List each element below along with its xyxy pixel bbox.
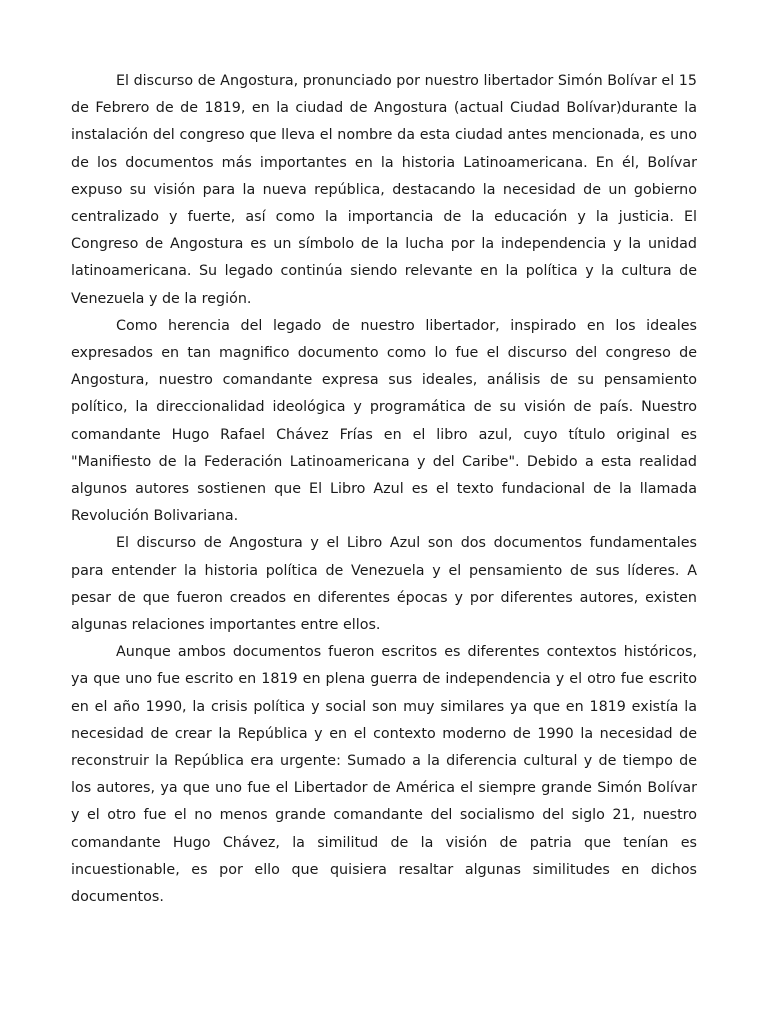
paragraph-2: Como herencia del legado de nuestro libertador, inspirado en los ideales expresados en tan magnifico documento como lo fue el discurso del congreso de Angostura, nuestro comandante expresa sus ideales, análisis de su pensamiento político, la direccionalidad ideológica y programática de su visión de país. Nuestro comandante Hugo Rafael Chávez Frías en el libro azul, cuyo título original es "Manifiesto de la Federación Latinoamericana y del Caribe". Debido a esta realidad algunos autores sostienen que El Libro Azul es el texto fundacional de la llamada Revolución Bolivariana. [71,317,697,525]
paragraph-1: El discurso de Angostura, pronunciado por nuestro libertador Simón Bolívar el 15 de Febrero de de 1819, en la ciudad de Angostura (actual Ciudad Bolívar)durante la instalación del congreso que lleva el nombre da esta ciudad antes mencionada, es uno de los documentos más importantes en la historia Latinoamericana. En él, Bolívar expuso su visión para la nueva república, destacando la necesidad de un gobierno centralizado y fuerte, así como la importancia de la educación y la justicia. El Congreso de Angostura es un símbolo de la lucha por la independencia y la unidad latinoamericana. Su legado continúa siendo relevante en la política y la cultura de Venezuela y de la región. [71,73,697,307]
document-body [71,68,697,911]
paragraph-3: El discurso de Angostura y el Libro Azul son dos documentos fundamentales para entender la historia política de Venezuela y el pensamiento de sus líderes. A pesar de que fueron creados en diferentes épocas y por diferentes autores, existen algunas relaciones importantes entre ellos. [71,535,697,634]
paragraph-4: Aunque ambos documentos fueron escritos es diferentes contextos históricos, ya que uno fue escrito en 1819 en plena guerra de independencia y el otro fue escrito en el año 1990, la crisis política y social son muy similares ya que en 1819 existía la necesidad de crear la República y en el contexto moderno de 1990 la necesidad de reconstruir la República era urgente: Sumado a la diferencia cultural y de tiempo de los autores, ya que uno fue el Libertador de América el siempre grande Simón Bolívar y el otro fue el no menos grande comandante del socialismo del siglo 21, nuestro comandante Hugo Chávez, la similitud de la visión de patria que tenían es incuestionable, es por ello que quisiera resaltar algunas similitudes en dichos documentos. [71,644,697,906]
